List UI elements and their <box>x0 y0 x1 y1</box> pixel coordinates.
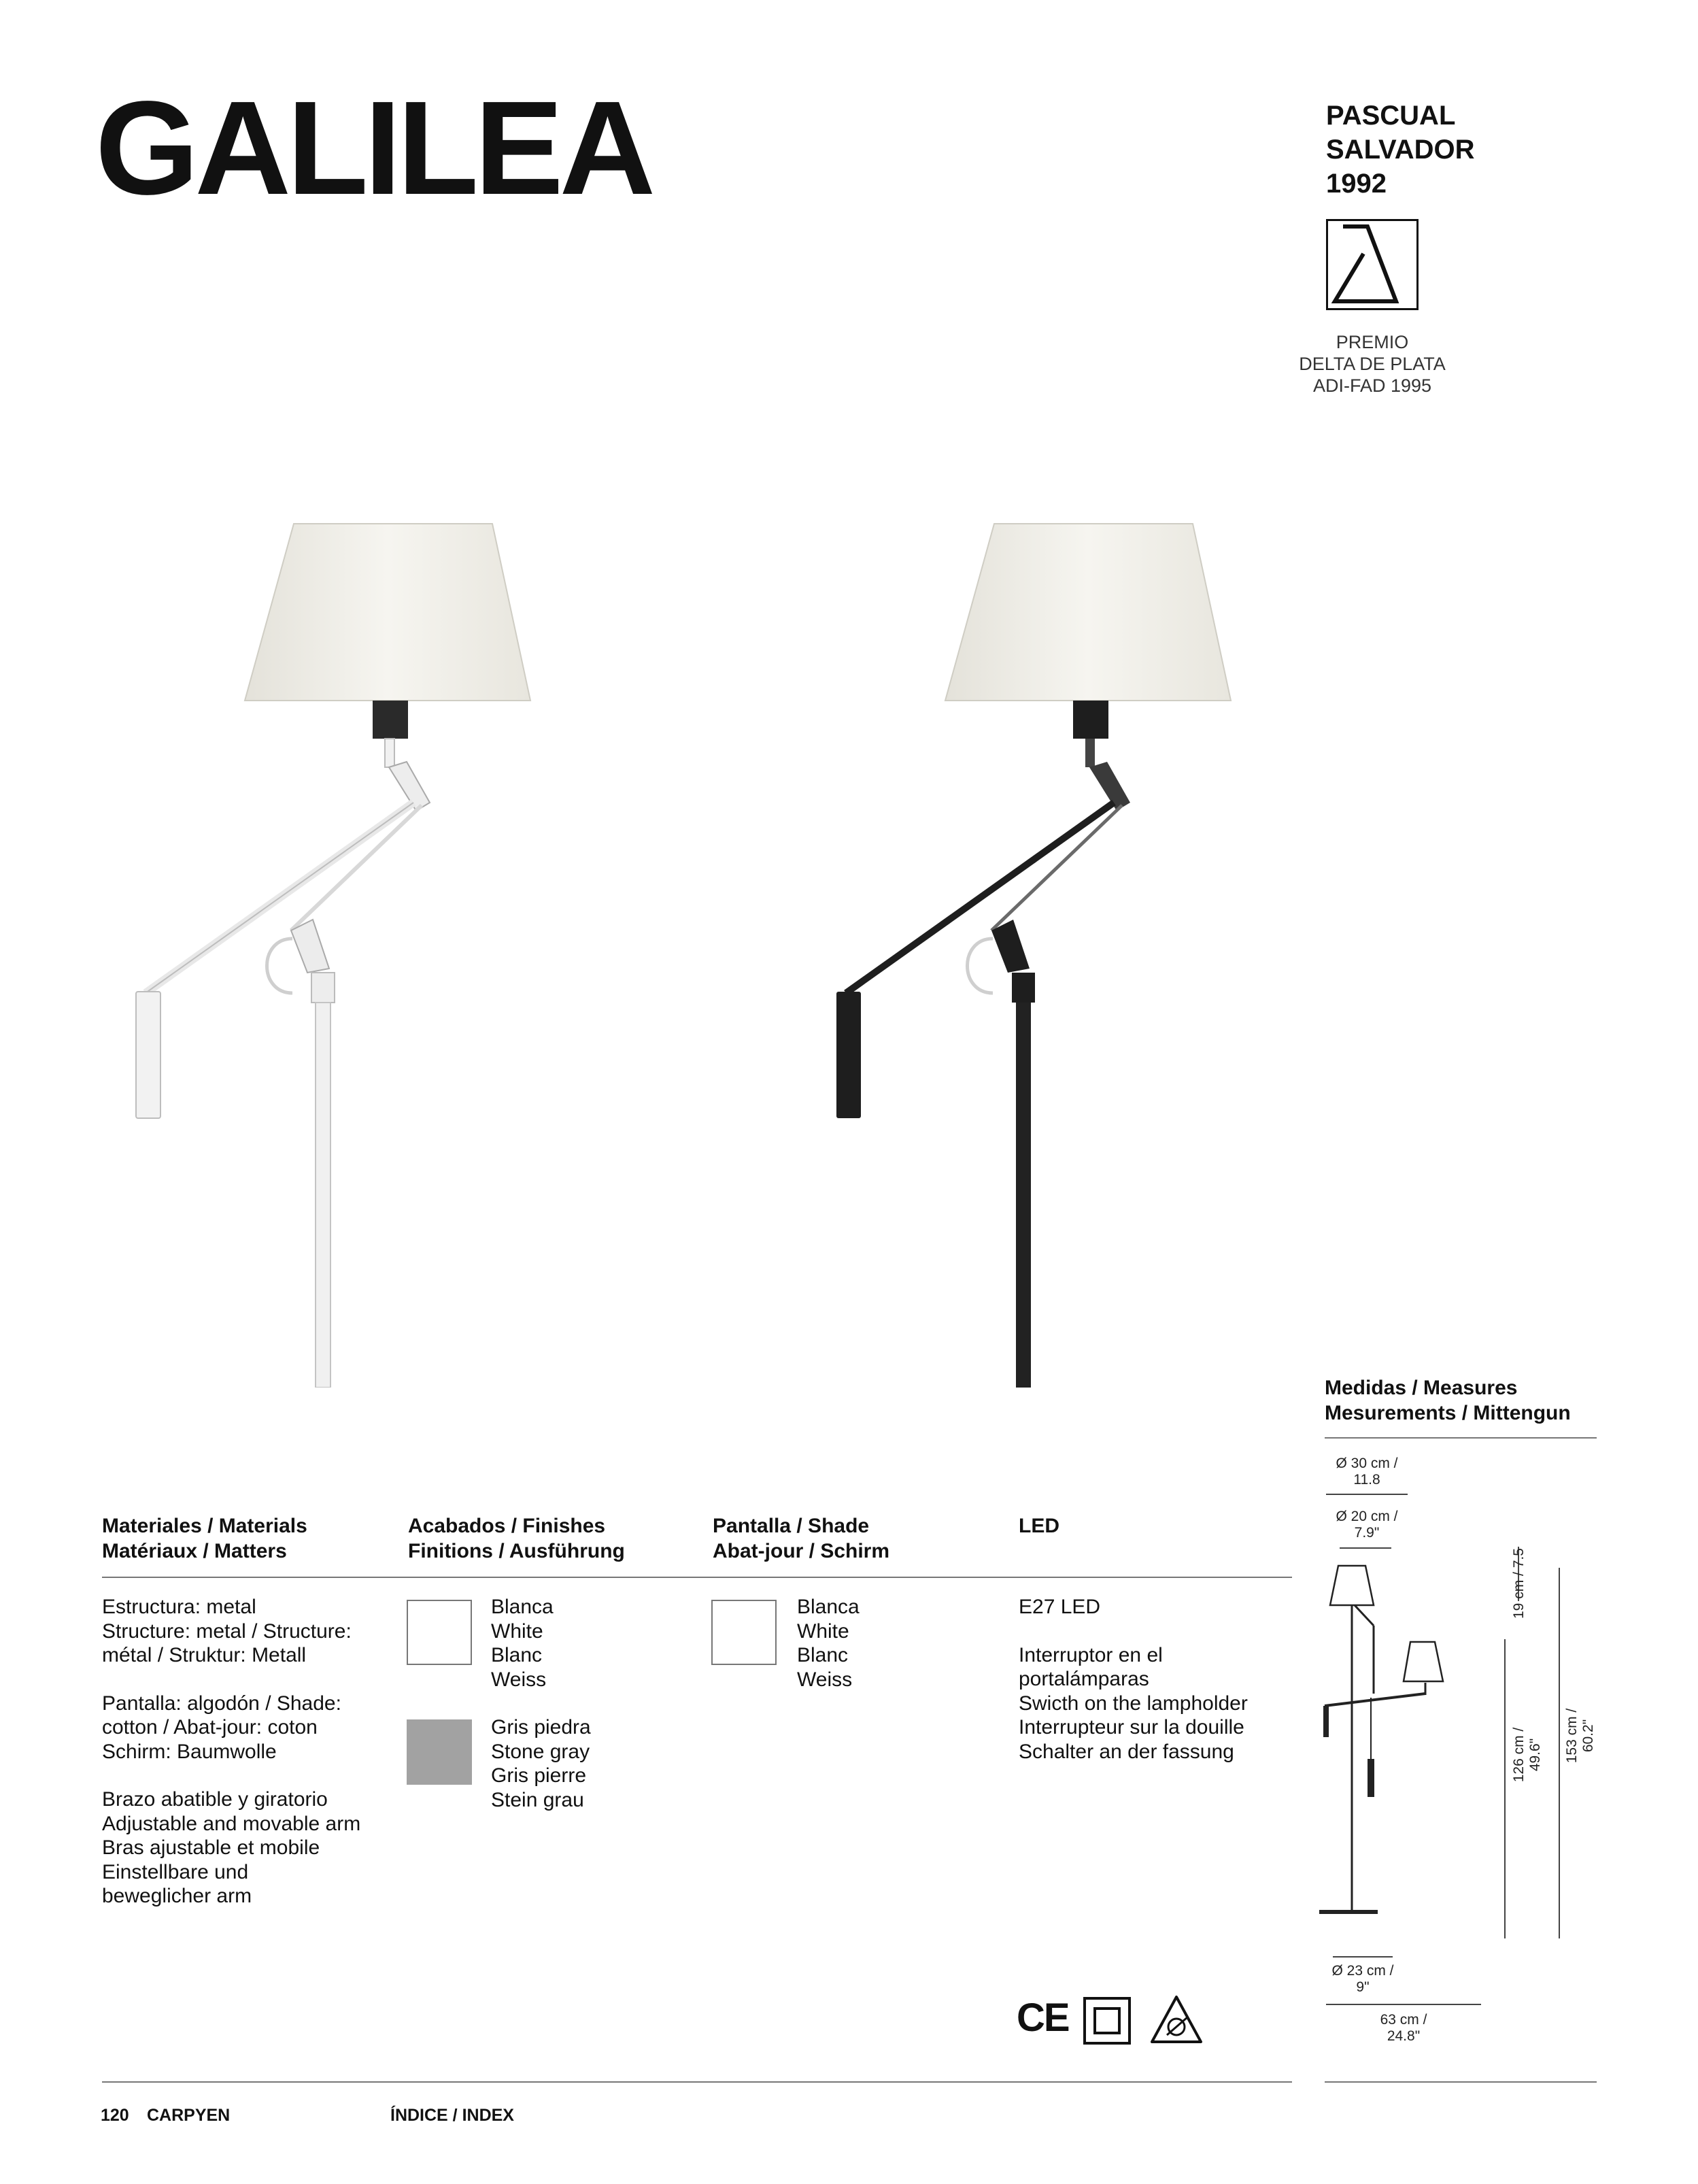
enec-triangle-icon <box>1149 1994 1204 2046</box>
spacer <box>102 1764 360 1787</box>
dim-label: 7.9" <box>1354 1525 1380 1541</box>
finish-white-de: Weiss <box>491 1668 547 1691</box>
materials-header <box>102 1513 307 1564</box>
award-caption <box>1292 331 1453 397</box>
finish-gray-label <box>491 1715 591 1812</box>
index-link[interactable]: ÍNDICE / INDEX <box>390 2106 514 2125</box>
materials-line: Structure: metal / Structure: <box>102 1619 352 1643</box>
led-line: Swicth on the lampholder <box>1019 1692 1248 1715</box>
dim-vline-153 <box>1559 1568 1560 1938</box>
materials-line: Einstellbare und <box>102 1860 249 1883</box>
shade-white-en: White <box>797 1619 849 1643</box>
delta-award-icon <box>1328 221 1416 308</box>
shade-header <box>713 1513 889 1564</box>
finish-white-fr: Blanc <box>491 1644 543 1666</box>
led-line: E27 LED <box>1019 1596 1101 1618</box>
finish-white-es: Blanca <box>491 1596 554 1618</box>
finishes-header <box>408 1513 625 1564</box>
materials-list <box>102 1595 360 1909</box>
materials-line: métal / Struktur: Metall <box>102 1644 307 1666</box>
award-line-2: DELTA DE PLATA <box>1299 354 1446 374</box>
finish-stone-gray-swatch[interactable] <box>407 1719 472 1785</box>
materials-line: Pantalla: algodón / Shade: <box>102 1692 341 1715</box>
dim-height-19: 19 cm / 7.5 <box>1511 1548 1527 1619</box>
design-year: 1992 <box>1326 169 1387 199</box>
shade-white-es: Blanca <box>797 1596 860 1618</box>
led-line: Interrupteur sur la douille <box>1019 1716 1244 1738</box>
materials-header-line-1: Materiales / Materials <box>102 1515 307 1537</box>
measures-rule <box>1325 1437 1597 1439</box>
finishes-header-line-1: Acabados / Finishes <box>408 1515 606 1537</box>
dim-label: 60.2" <box>1580 1719 1596 1753</box>
materials-line: Estructura: metal <box>102 1596 256 1618</box>
footer-rule-main <box>102 2081 1292 2083</box>
dim-vline-126 <box>1504 1639 1506 1938</box>
measures-title-line-2: Mesurements / Mittengun <box>1325 1402 1571 1424</box>
dim-line-20 <box>1340 1547 1391 1549</box>
materials-line: Schirm: Baumwolle <box>102 1740 277 1763</box>
brand-name: CARPYEN <box>147 2106 231 2125</box>
finish-white-label <box>491 1595 554 1692</box>
dim-label: 63 cm / <box>1380 2012 1427 2028</box>
dim-line-30 <box>1326 1494 1408 1495</box>
finish-white-swatch[interactable] <box>407 1600 472 1665</box>
dim-height-153 <box>1564 1695 1597 1777</box>
lamp-black-image <box>707 503 1278 1388</box>
designer-last-name: SALVADOR <box>1326 135 1475 165</box>
dim-shade-20 <box>1325 1509 1409 1541</box>
materials-line: Bras ajustable et mobile <box>102 1836 320 1859</box>
finish-gray-es: Gris piedra <box>491 1716 591 1738</box>
shade-white-label <box>797 1595 860 1692</box>
dim-width-63 <box>1346 2012 1461 2045</box>
product-title: GALILEA <box>95 73 652 222</box>
spacer <box>1019 1619 1248 1643</box>
shade-white-swatch[interactable] <box>711 1600 777 1665</box>
finish-gray-de: Stein grau <box>491 1788 584 1811</box>
dim-label: 24.8" <box>1387 2028 1421 2044</box>
footer-rule-side <box>1325 2081 1597 2083</box>
double-insulation-icon <box>1083 1996 1132 2045</box>
page-number: 120 <box>101 2106 129 2125</box>
dim-label: Ø 30 cm / <box>1336 1456 1398 1471</box>
led-line: Interruptor en el <box>1019 1643 1163 1666</box>
dim-base-23 <box>1319 1963 1406 1996</box>
led-header-line-1: LED <box>1019 1515 1059 1537</box>
materials-line: cotton / Abat-jour: coton <box>102 1716 318 1738</box>
dim-label: Ø 23 cm / <box>1331 1963 1394 1979</box>
dim-label: Ø 20 cm / <box>1336 1509 1398 1524</box>
award-line-3: ADI-FAD 1995 <box>1312 375 1432 396</box>
materials-line: Adjustable and movable arm <box>102 1812 361 1835</box>
dim-height-126 <box>1511 1714 1544 1796</box>
dim-label: 11.8 <box>1353 1472 1380 1488</box>
delta-award-logo <box>1326 219 1419 310</box>
finishes-header-line-2: Finitions / Ausführung <box>408 1540 625 1562</box>
award-line-1: PREMIO <box>1336 332 1409 352</box>
led-line: Schalter an der fassung <box>1019 1740 1234 1763</box>
materials-header-line-2: Matériaux / Matters <box>102 1540 287 1562</box>
materials-line: beweglicher arm <box>102 1885 252 1907</box>
spacer <box>102 1668 360 1692</box>
dim-line-63 <box>1326 2004 1481 2005</box>
measures-title <box>1325 1375 1571 1426</box>
dim-label: 126 cm / <box>1511 1727 1527 1783</box>
finish-gray-fr: Gris pierre <box>491 1764 587 1787</box>
shade-white-fr: Blanc <box>797 1644 849 1666</box>
finish-white-en: White <box>491 1619 543 1643</box>
designer-first-name: PASCUAL <box>1326 101 1456 131</box>
shade-white-de: Weiss <box>797 1668 853 1691</box>
finish-gray-en: Stone gray <box>491 1740 590 1763</box>
dim-line-23 <box>1333 1956 1393 1958</box>
dim-shade-30 <box>1325 1456 1409 1488</box>
dim-label: 9" <box>1356 1979 1370 1995</box>
led-info <box>1019 1595 1248 1764</box>
lamp-dimension-drawing <box>1319 1558 1455 1952</box>
led-header <box>1019 1513 1059 1539</box>
measures-title-line-1: Medidas / Measures <box>1325 1377 1518 1399</box>
lamp-white-image <box>122 503 585 1388</box>
designer-block <box>1326 99 1475 201</box>
spec-header-rule <box>102 1577 1292 1578</box>
ce-mark-icon: CE <box>1017 1996 1069 2040</box>
shade-header-line-1: Pantalla / Shade <box>713 1515 870 1537</box>
led-line: portalámparas <box>1019 1668 1149 1690</box>
materials-line: Brazo abatible y giratorio <box>102 1788 328 1811</box>
dim-label: 49.6" <box>1527 1738 1543 1772</box>
dim-label: 153 cm / <box>1564 1708 1580 1764</box>
shade-header-line-2: Abat-jour / Schirm <box>713 1540 890 1562</box>
